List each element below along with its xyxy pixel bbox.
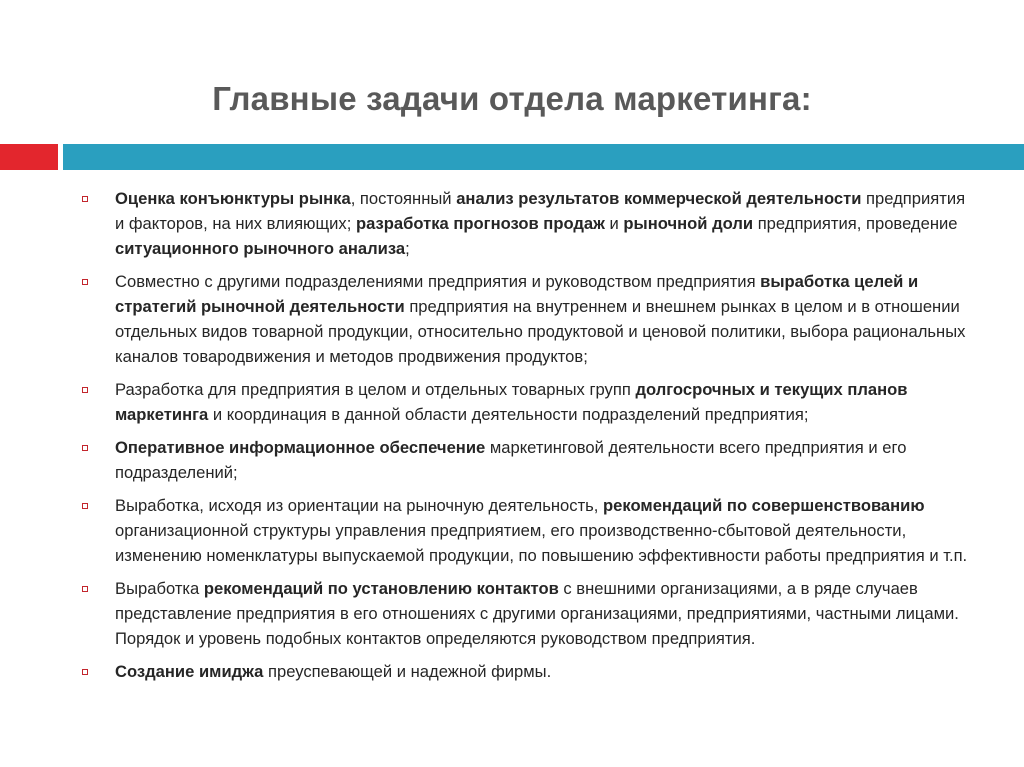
bullet-text: и <box>604 214 624 233</box>
bullet-item <box>78 377 978 427</box>
bullet-text-bold: рыночной доли <box>623 214 754 233</box>
bullet-item <box>78 269 978 369</box>
bullet-text-bold: разработка прогнозов продаж <box>355 214 605 233</box>
bullet-text: предприятия на внутреннем и внешнем рынках в целом и в отношении отдельных видов товарной продукции, относительно продуктовой и ценовой политики, выбора рациональных каналов товародвижения и методов продвижения продуктов; <box>115 297 966 366</box>
teal-header-bar <box>63 144 1024 170</box>
bullet-text: Выработка <box>115 579 204 598</box>
bullet-item <box>78 493 978 568</box>
square-bullet-icon <box>82 503 88 509</box>
bullet-item <box>78 186 978 261</box>
bullet-text: организационной структуры управления предприятием, его производственно-сбытовой деятельности, изменению номенклатуры выпускаемой продукции, по повышению эффективности работы предприятия и т.п. <box>115 521 968 565</box>
bullet-item <box>78 435 978 485</box>
bullet-text-bold: Оценка конъюнктуры рынка <box>115 189 351 208</box>
bullet-text: маркетинговой деятельности всего предприятия и его подразделений; <box>115 438 907 482</box>
bullet-text-bold: рекомендаций по совершенствованию <box>603 496 925 515</box>
bullet-text: , постоянный <box>350 189 457 208</box>
square-bullet-icon <box>82 445 88 451</box>
bullet-text: Выработка, исходя из ориентации на рыночную деятельность, <box>115 496 604 515</box>
bullet-text: предприятия, проведение <box>753 214 958 233</box>
bullet-text-bold: ситуационного рыночного анализа <box>115 239 406 258</box>
square-bullet-icon <box>82 196 88 202</box>
bullet-text-bold: Создание имиджа <box>115 662 264 681</box>
slide-title: Главные задачи отдела маркетинга: <box>212 80 812 117</box>
square-bullet-icon <box>82 669 88 675</box>
bullet-text-bold: Оперативное информационное обеспечение <box>115 438 486 457</box>
bullet-text-bold: анализ результатов коммерческой деятельности <box>456 189 862 208</box>
bullet-text-bold: рекомендаций по установлению контактов <box>203 579 559 598</box>
bullet-item <box>78 659 978 684</box>
bullet-text: и координация в данной области деятельности подразделений предприятия; <box>208 405 809 424</box>
bullet-text-bold: выработка целей и стратегий рыночной деятельности <box>115 272 919 316</box>
bullet-text: Совместно с другими подразделениями предприятия и руководством предприятия <box>115 272 761 291</box>
square-bullet-icon <box>82 586 88 592</box>
bullet-list <box>78 186 978 684</box>
square-bullet-icon <box>82 387 88 393</box>
bullet-text: ; <box>405 239 410 258</box>
bullet-text-bold: долгосрочных и текущих планов маркетинга <box>115 380 908 424</box>
bullet-text: с внешними организациями, а в ряде случаев представление предприятия в его отношениях с другими организациями, предприятиями, частными лицами. Порядок и уровень подобных контактов определяются руководством предприятия. <box>115 579 959 648</box>
bullet-text: предприятия и факторов, на них влияющих; <box>115 189 966 233</box>
bullet-item <box>78 576 978 651</box>
bullet-text: преуспевающей и надежной фирмы. <box>263 662 552 681</box>
red-accent-bar <box>0 144 58 170</box>
bullet-text: Разработка для предприятия в целом и отдельных товарных групп <box>115 380 636 399</box>
square-bullet-icon <box>82 279 88 285</box>
bullet-list-container <box>78 186 978 692</box>
